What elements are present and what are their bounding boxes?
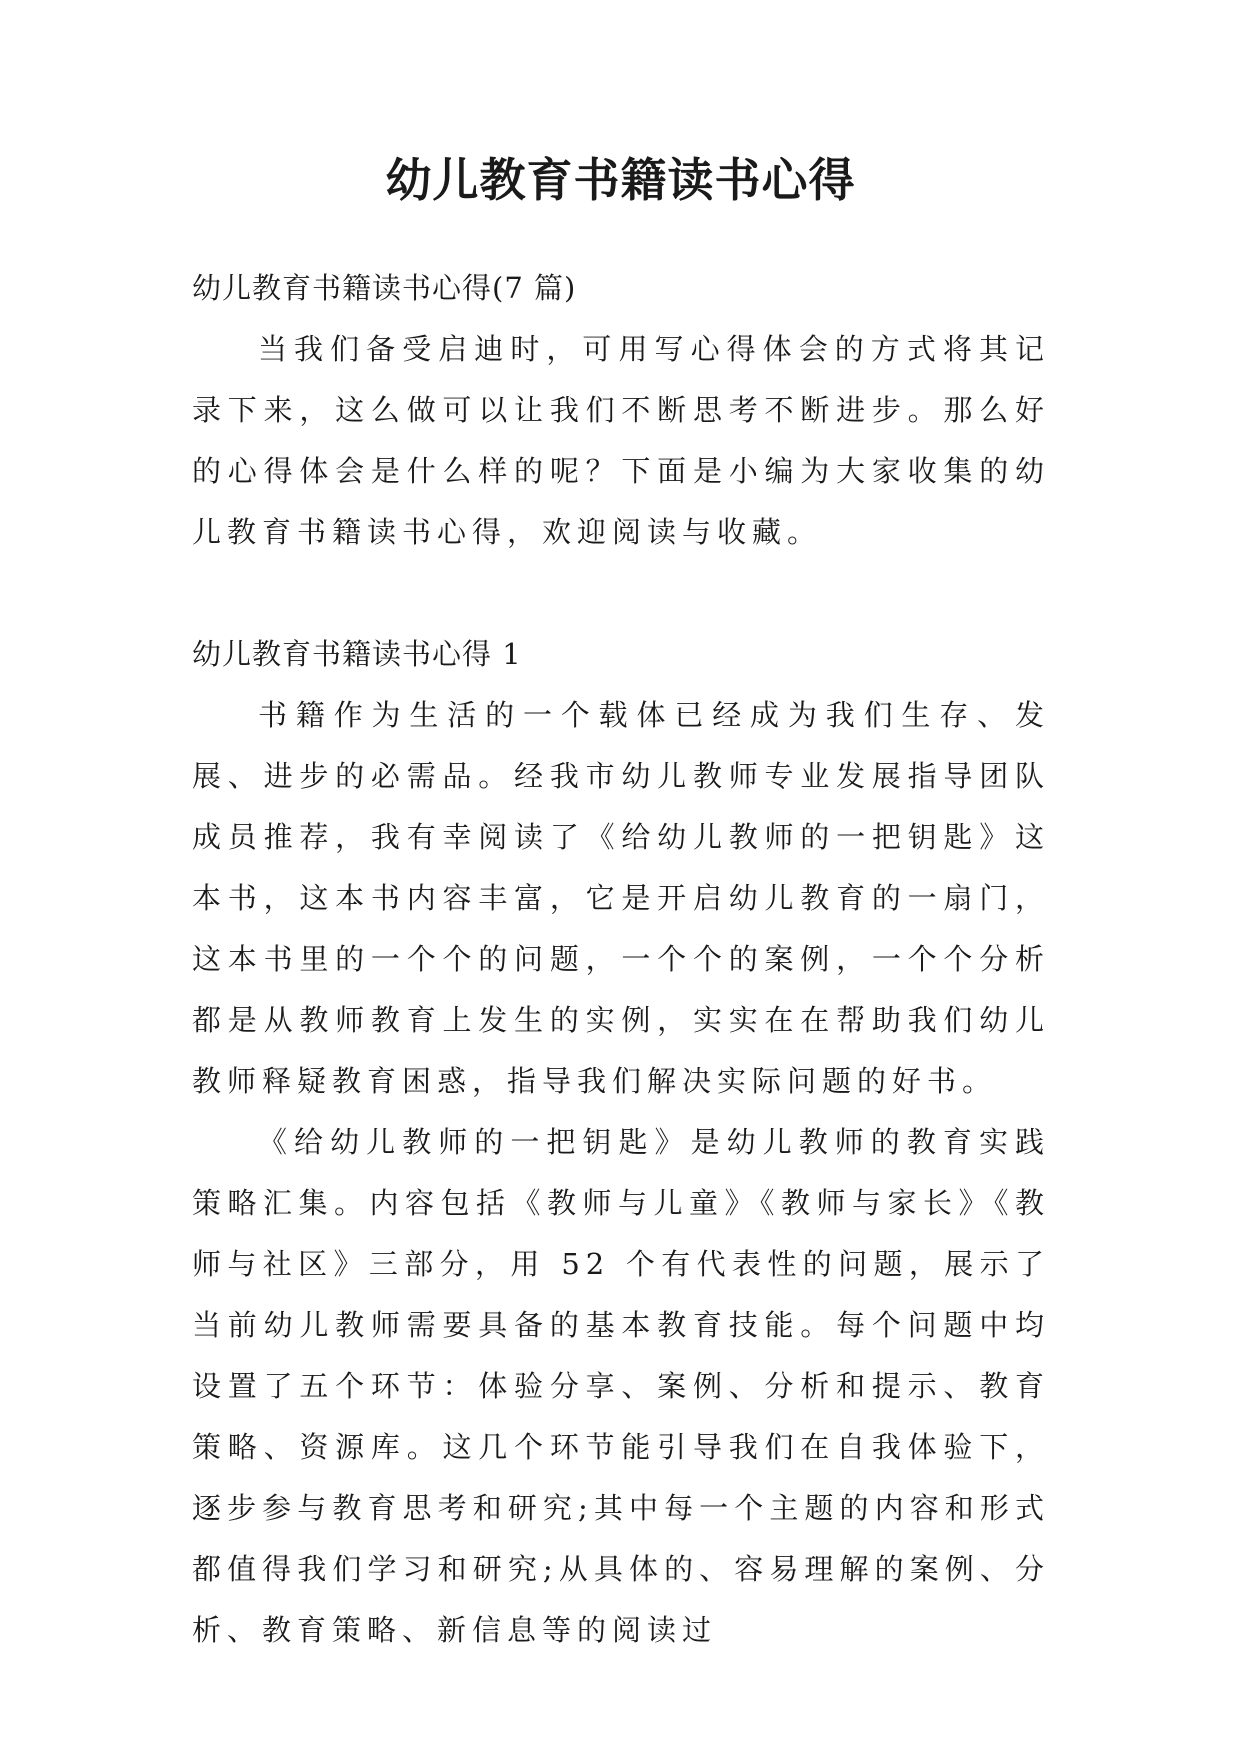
section-heading: 幼儿教育书籍读书心得 1	[192, 637, 522, 671]
intro-paragraph: 当我们备受启迪时，可用写心得体会的方式将其记录下来，这么做可以让我们不断思考不断进步。那么好的心得体会是什么样的呢？下面是小编为大家收集的幼儿教育书籍读书心得，欢迎阅读与收藏。	[192, 332, 1050, 549]
document-title: 幼儿教育书籍读书心得	[385, 153, 856, 207]
section-spacer	[192, 563, 1050, 624]
document-subtitle: 幼儿教育书籍读书心得(7 篇)	[192, 271, 577, 305]
document-body	[192, 258, 1050, 1661]
body-paragraph-1: 书籍作为生活的一个载体已经成为我们生存、发展、进步的必需品。经我市幼儿教师专业发展指导团队成员推荐，我有幸阅读了《给幼儿教师的一把钥匙》这本书，这本书内容丰富，它是开启幼儿教育的一扇门，这本书里的一个个的问题，一个个的案例，一个个分析都是从教师教育上发生的实例，实实在在帮助我们幼儿教师释疑教育困惑，指导我们解决实际问题的好书。	[192, 698, 1050, 1098]
body-paragraph-2: 《给幼儿教师的一把钥匙》是幼儿教师的教育实践策略汇集。内容包括《教师与儿童》《教师与家长》《教师与社区》三部分，用 52 个有代表性的问题，展示了当前幼儿教师需要具备的基本教育技能。每个问题中均设置了五个环节：体验分享、案例、分析和提示、教育策略、资源库。这几个环节能引导我们在自我体验下，逐步参与教育思考和研究;其中每一个主题的内容和形式都值得我们学习和研究;从具体的、容易理解的案例、分析、教育策略、新信息等的阅读过	[192, 1125, 1050, 1647]
